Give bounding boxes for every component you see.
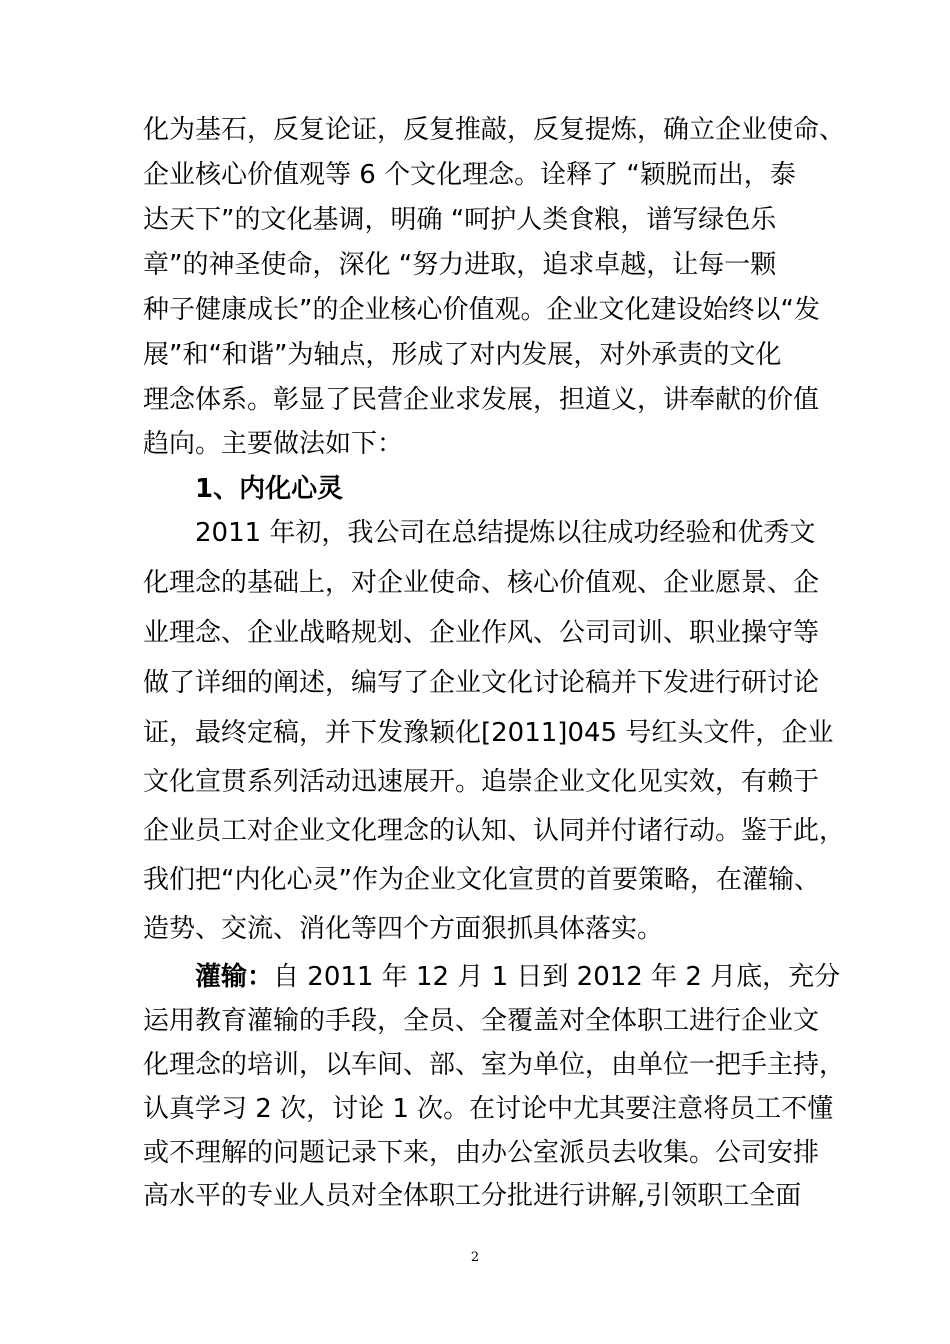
text-line: 理念体系。彰显了民营企业求发展，担道义，讲奉献的价值 — [143, 385, 820, 415]
section-heading: 1、内化心灵 — [195, 474, 344, 504]
text-line: 造势、交流、消化等四个方面狠抓具体落实。 — [143, 914, 664, 944]
text-line: 展”和“和谐”为轴点，形成了对内发展，对外承责的文化 — [143, 340, 782, 370]
text-line: 运用教育灌输的手段，全员、全覆盖对全体职工进行企业文 — [143, 1006, 820, 1036]
text-line: 化理念的基础上，对企业使命、核心价值观、企业愿景、企 — [143, 568, 820, 598]
text-line: 化理念的培训，以车间、部、室为单位，由单位一把手主持， — [143, 1050, 846, 1080]
text-line: 业理念、企业战略规划、企业作风、公司司训、职业操守等 — [143, 618, 820, 648]
page-number: 2 — [470, 1250, 480, 1265]
text-line: 或不理解的问题记录下来，由办公室派员去收集。公司安排 — [143, 1138, 820, 1168]
text-line: 达天下”的文化基调，明确 “呵护人类食粮，谱写绿色乐 — [143, 205, 777, 235]
text-line: 企业员工对企业文化理念的认知、认同并付诸行动。鉴于此， — [143, 816, 846, 846]
text-line — [195, 962, 840, 992]
paragraph-text: 自 2011 年 12 月 1 日到 2012 年 2 月底，充分 — [273, 962, 841, 992]
text-line: 章”的神圣使命，深化 “努力进取，追求卓越，让每一颗 — [143, 250, 777, 280]
text-line: 化为基石，反复论证，反复推敲，反复提炼，确立企业使命、 — [143, 115, 846, 145]
text-line: 做了详细的阐述，编写了企业文化讨论稿并下发进行研讨论 — [143, 668, 820, 698]
text-line: 种子健康成长”的企业核心价值观。企业文化建设始终以“发 — [143, 295, 820, 325]
text-line: 证，最终定稿，并下发豫颖化[2011]045 号红头文件，企业 — [143, 718, 834, 748]
text-line: 我们把“内化心灵”作为企业文化宣贯的首要策略，在灌输、 — [143, 865, 820, 895]
text-line: 高水平的专业人员对全体职工分批进行讲解,引领职工全面 — [143, 1181, 802, 1211]
text-line: 企业核心价值观等 6 个文化理念。诠释了 “颖脱而出，泰 — [143, 160, 796, 190]
text-line: 认真学习 2 次，讨论 1 次。在讨论中尤其要注意将员工不懂 — [143, 1094, 834, 1124]
paragraph-label: 灌输： — [195, 962, 274, 992]
text-line: 2011 年初，我公司在总结提炼以往成功经验和优秀文 — [195, 518, 816, 548]
text-line: 趋向。主要做法如下： — [143, 429, 404, 459]
text-line: 文化宣贯系列活动迅速展开。追崇企业文化见实效，有赖于 — [143, 767, 820, 797]
